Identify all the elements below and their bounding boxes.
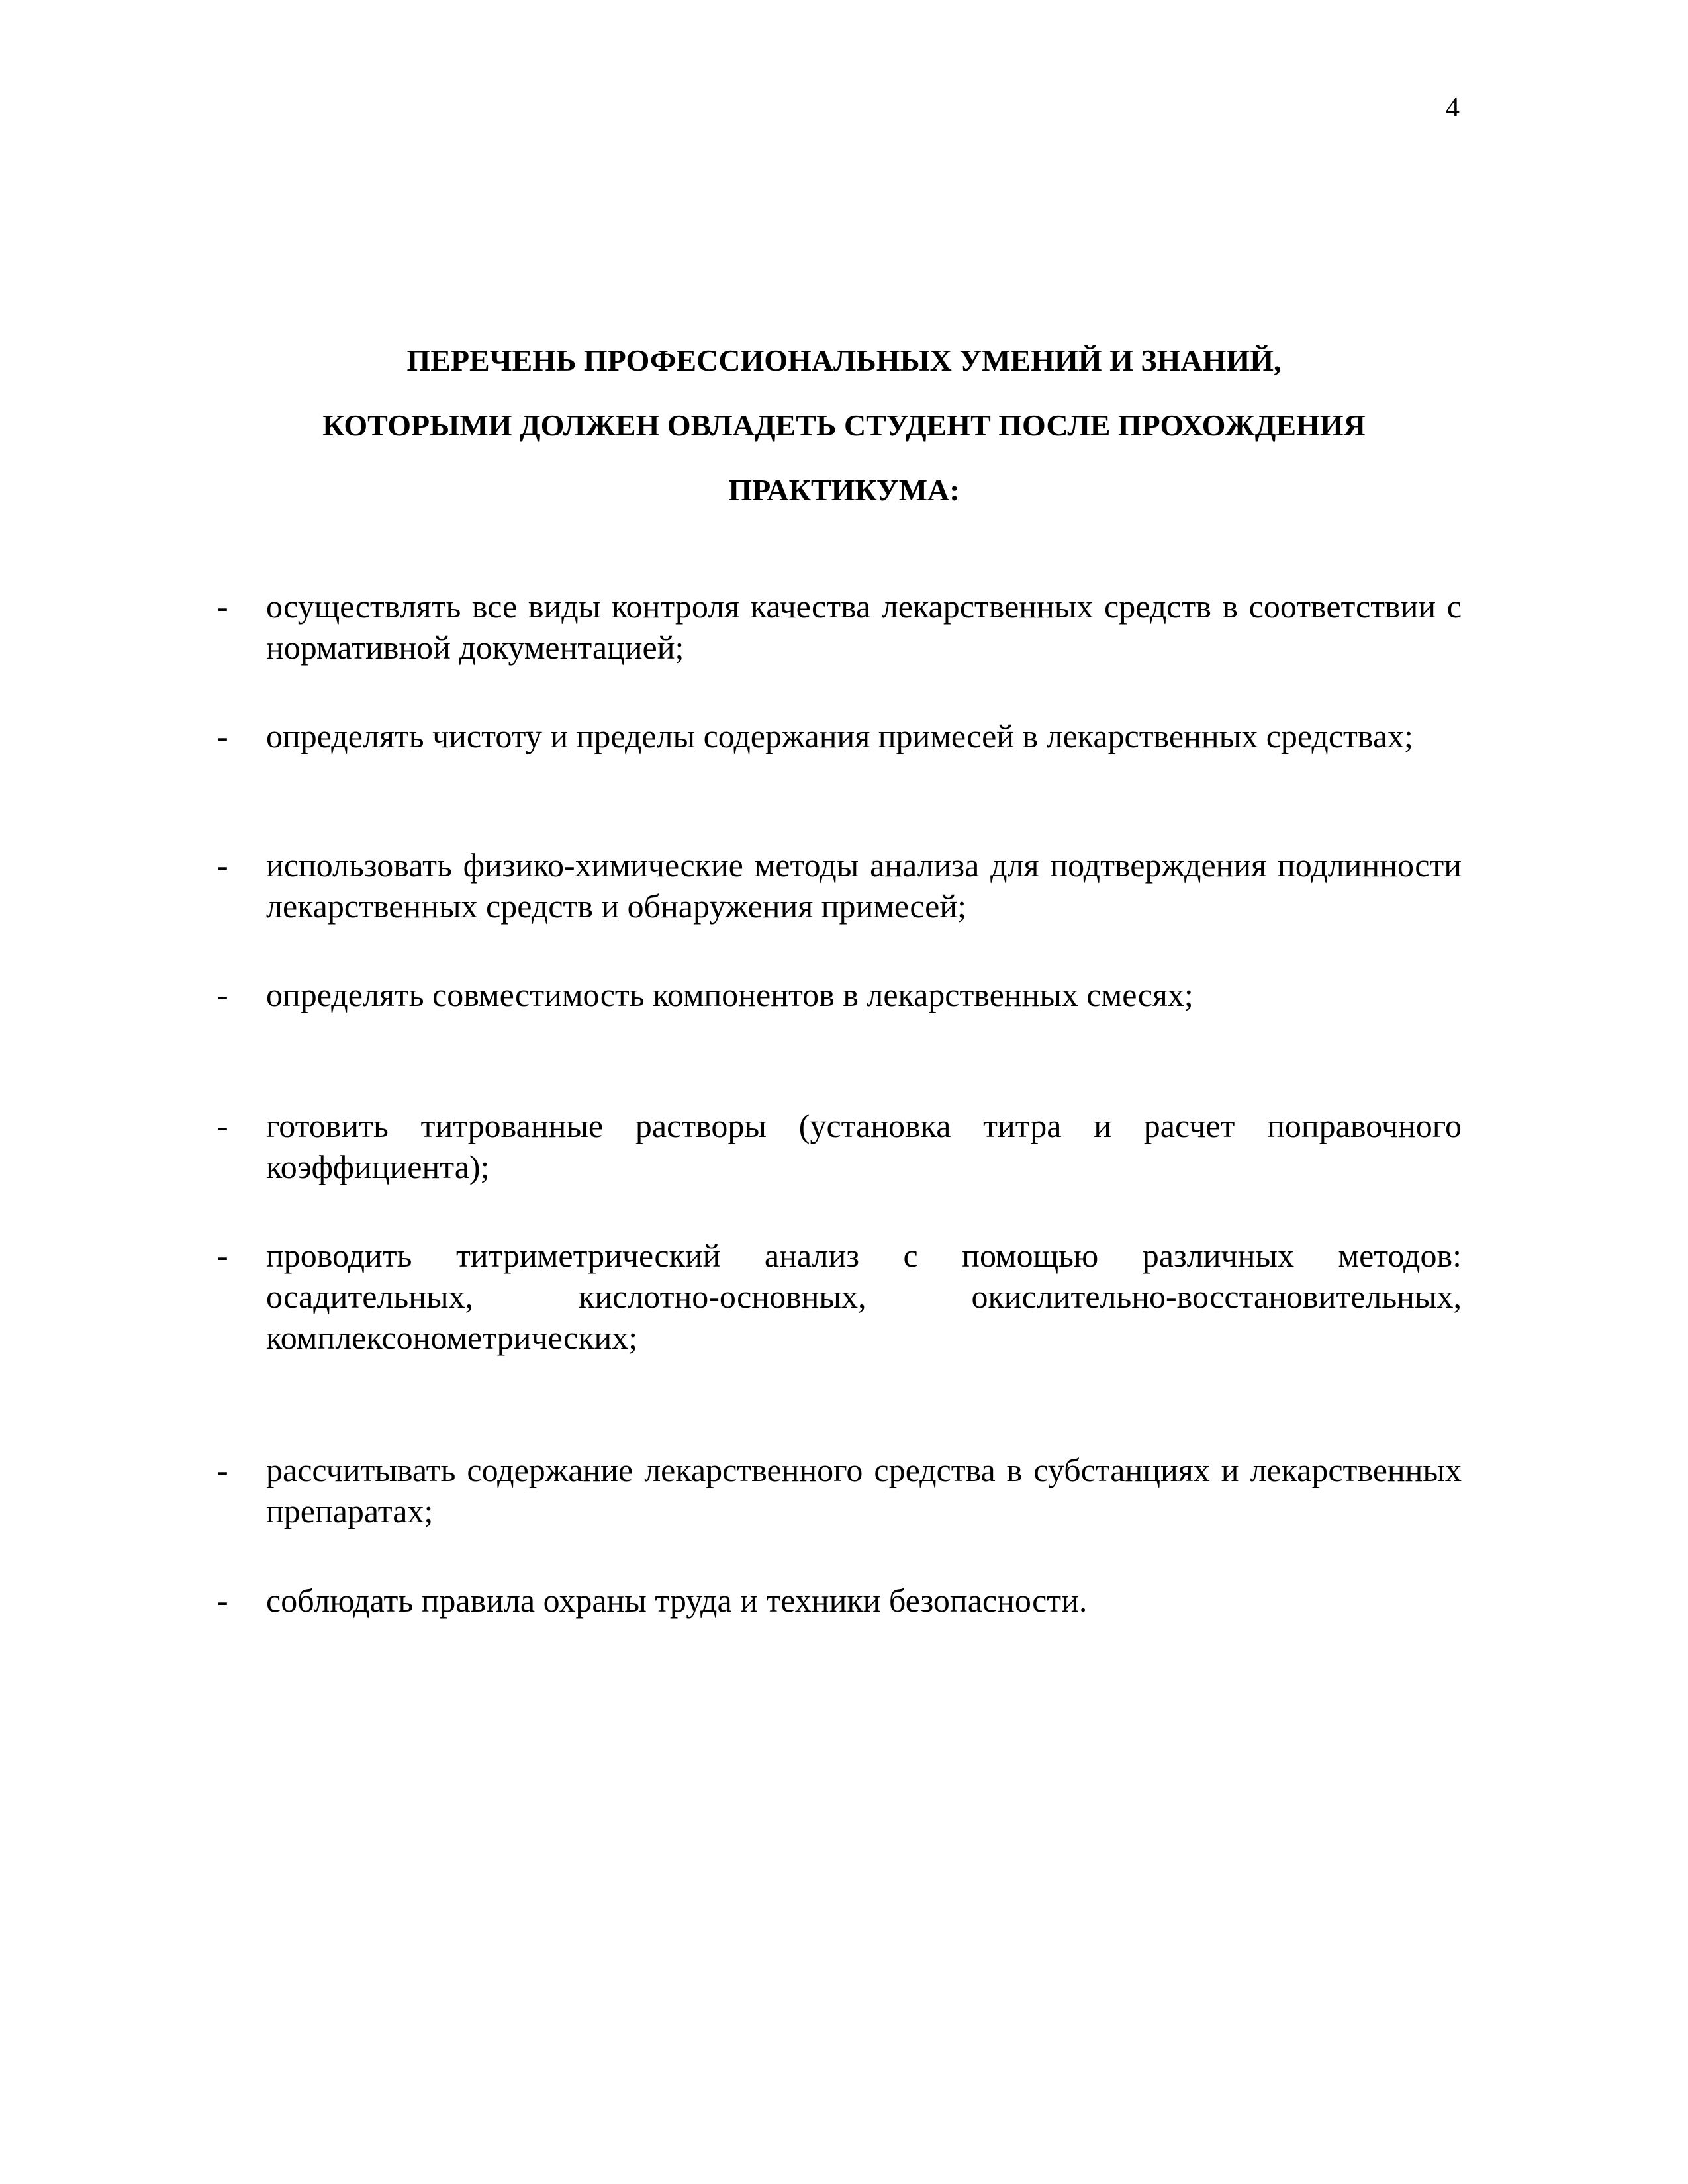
list-item-text: осуществлять все виды контроля качества лекарственных средств в соответствии с нормативной документацией; bbox=[266, 588, 1462, 666]
list-item bbox=[217, 974, 1462, 1015]
list-dash: - bbox=[217, 1237, 228, 1274]
list-dash: - bbox=[217, 1582, 228, 1619]
list-item-text: проводить титриметрический анализ с помощью различных методов: осадительных, кислотно-основных, окислительно-восстановительных, комплексонометрических; bbox=[266, 1237, 1462, 1356]
document-heading bbox=[225, 328, 1463, 523]
list-item-text: определять чистоту и пределы содержания примесей в лекарственных средствах; bbox=[266, 717, 1413, 754]
list-item bbox=[217, 1235, 1462, 1358]
list-item bbox=[217, 586, 1462, 668]
list-item bbox=[217, 1449, 1462, 1531]
list-item bbox=[217, 1105, 1462, 1187]
list-item-text: использовать физико-химические методы анализа для подтверждения подлинности лекарственных средств и обнаружения примесей; bbox=[266, 846, 1462, 925]
list-item bbox=[217, 844, 1462, 927]
list-dash: - bbox=[217, 976, 228, 1013]
page-number: 4 bbox=[1446, 93, 1460, 123]
list-dash: - bbox=[217, 588, 228, 625]
list-dash: - bbox=[217, 717, 228, 754]
list-item-text: соблюдать правила охраны труда и техники безопасности. bbox=[266, 1582, 1088, 1619]
list-dash: - bbox=[217, 1451, 228, 1488]
heading-line: ПЕРЕЧЕНЬ ПРОФЕССИОНАЛЬНЫХ УМЕНИЙ И ЗНАНИЙ, bbox=[406, 343, 1282, 377]
list-item bbox=[217, 1580, 1462, 1621]
list-dash: - bbox=[217, 1107, 228, 1144]
list-item-text: определять совместимость компонентов в лекарственных смесях; bbox=[266, 976, 1194, 1013]
list-item-text: рассчитывать содержание лекарственного средства в субстанциях и лекарственных препаратах; bbox=[266, 1451, 1462, 1529]
list-dash: - bbox=[217, 846, 228, 884]
heading-line: КОТОРЫМИ ДОЛЖЕН ОВЛАДЕТЬ СТУДЕНТ ПОСЛЕ ПРОХОЖДЕНИЯ bbox=[322, 408, 1366, 442]
list-item-text: готовить титрованные растворы (установка титра и расчет поправочного коэффициента); bbox=[266, 1107, 1462, 1185]
list-item bbox=[217, 715, 1462, 756]
heading-line: ПРАКТИКУМА: bbox=[728, 473, 960, 507]
